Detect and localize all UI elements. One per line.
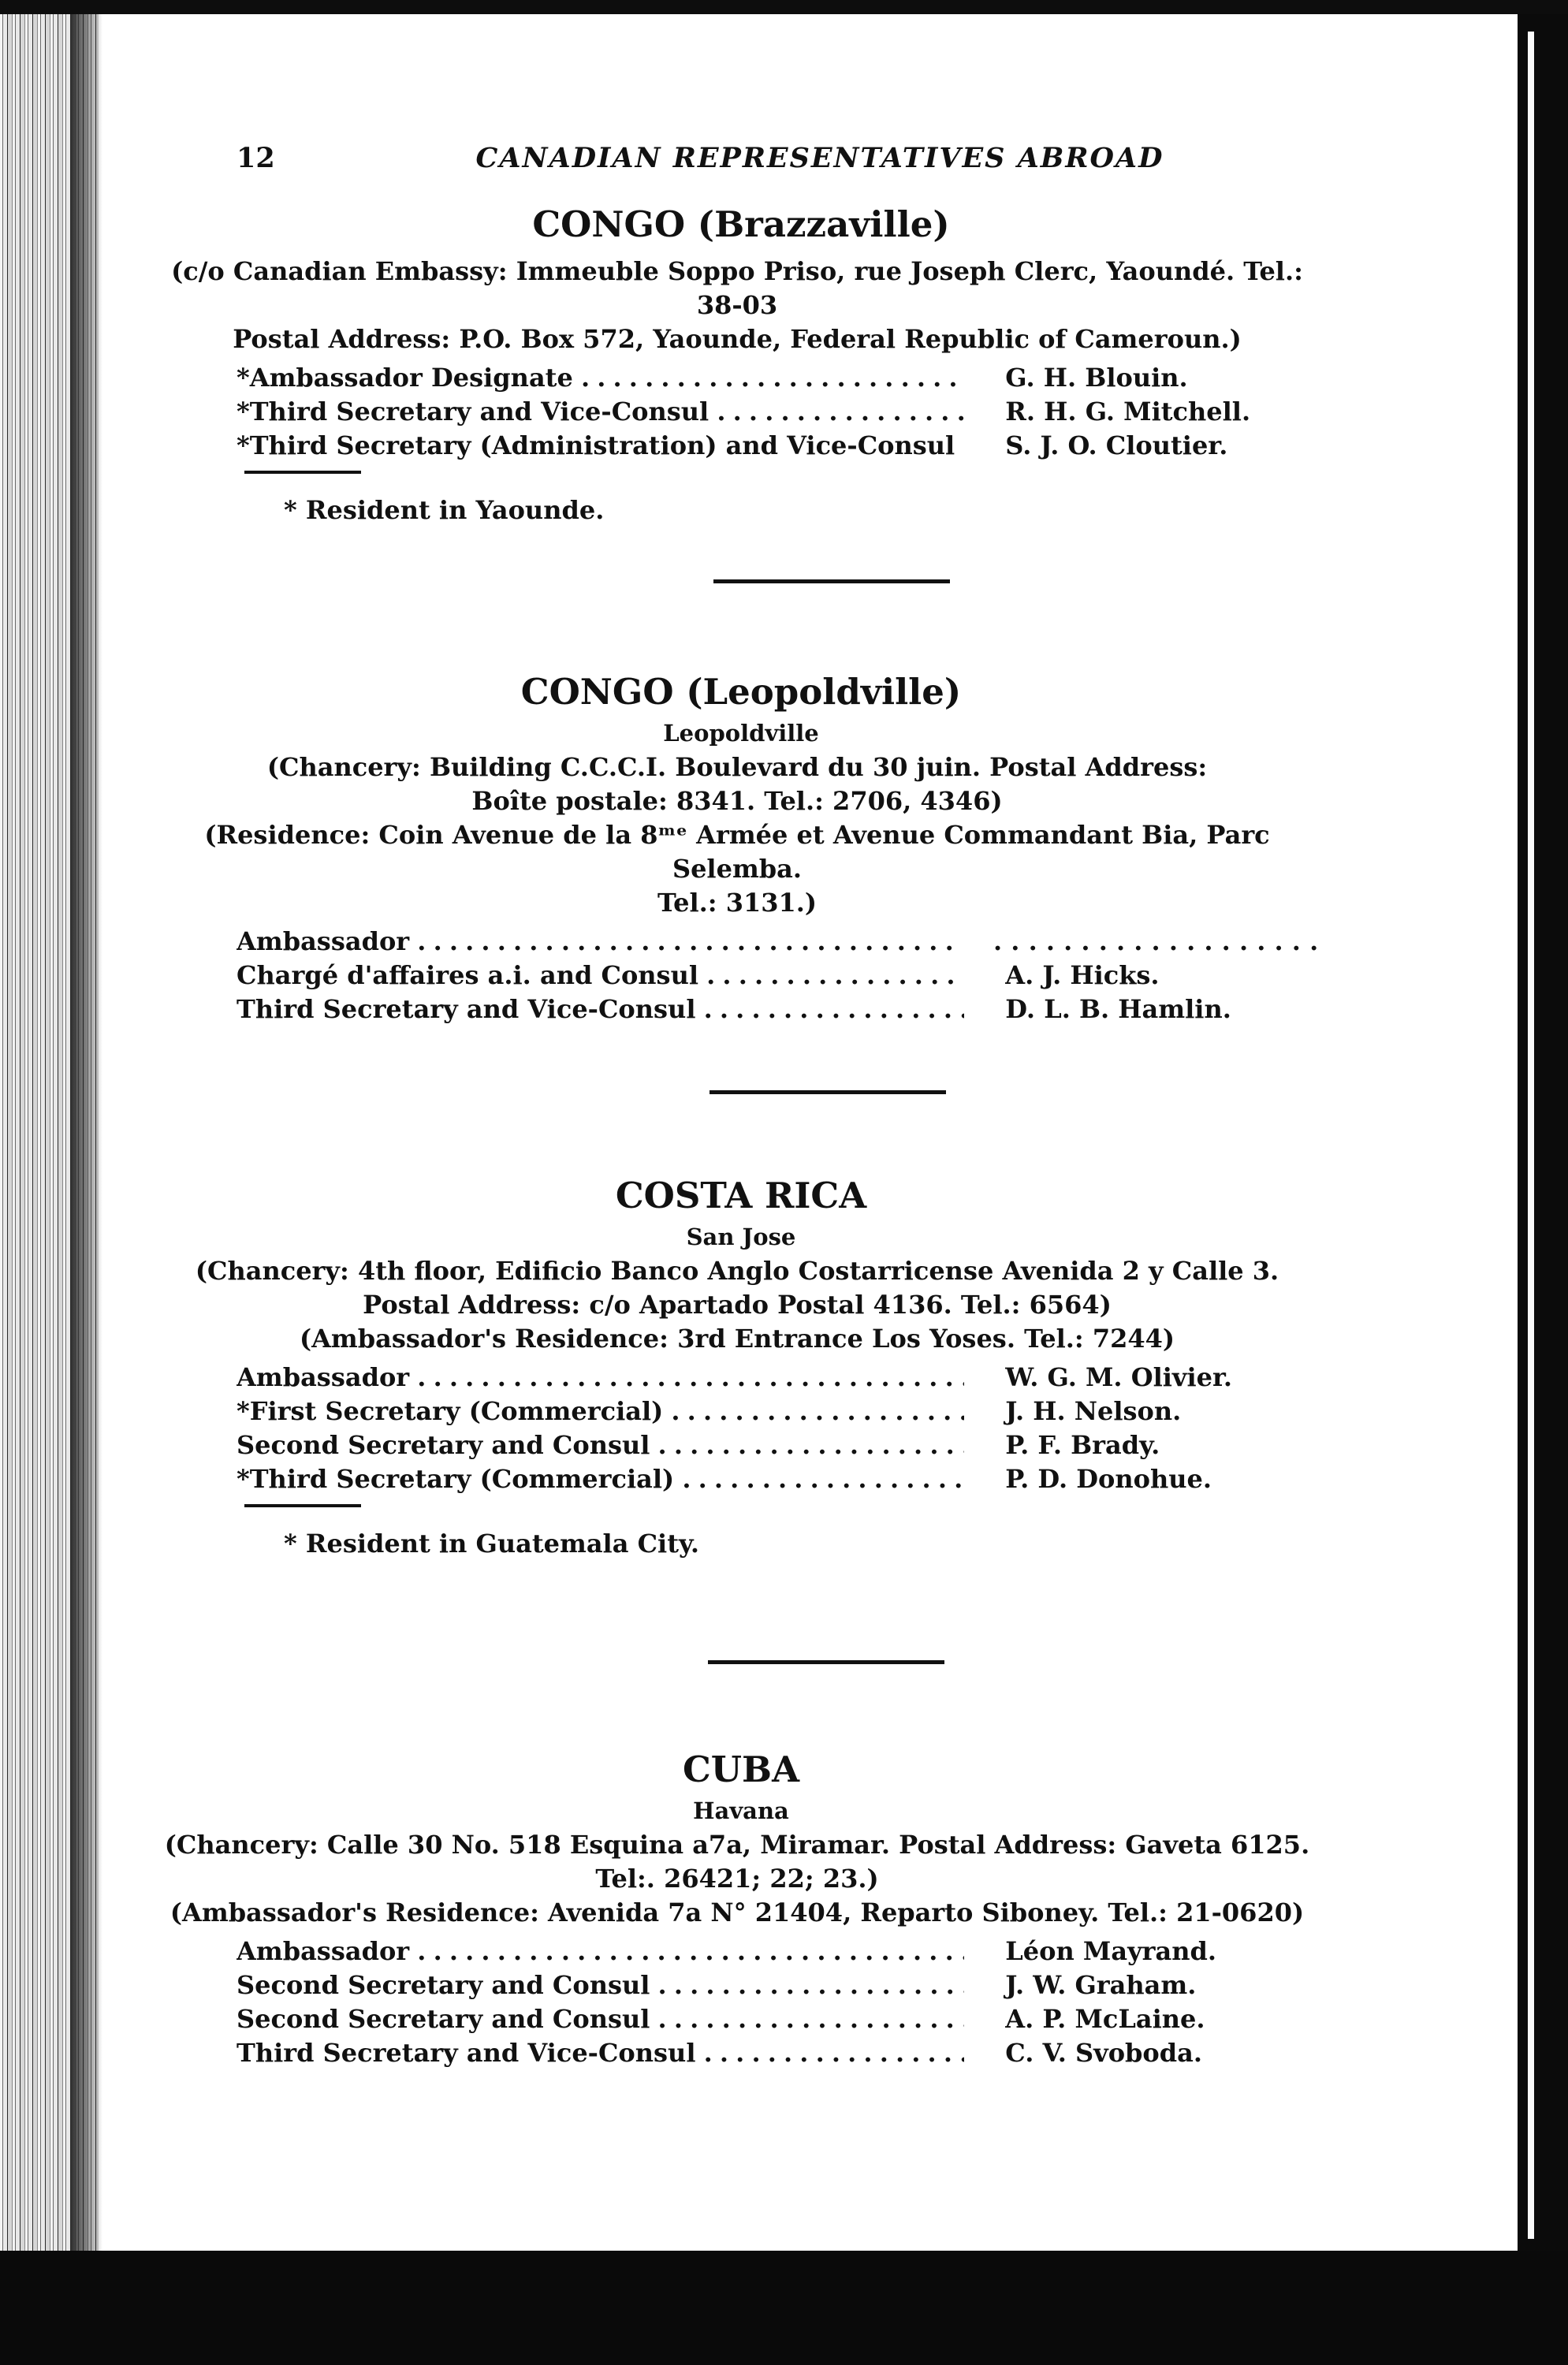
staff-list — [237, 1935, 1395, 2070]
section-congo-leopoldville — [204, 669, 1395, 1026]
staff-title: *Third Secretary (Commercial) — [237, 1464, 675, 1494]
staff-name: J. W. Graham. — [1005, 1970, 1197, 2000]
address-block — [158, 255, 1317, 356]
staff-row — [237, 395, 1309, 429]
section-divider — [710, 1090, 946, 1094]
staff-row — [237, 429, 1309, 463]
country-heading: CUBA — [682, 1749, 799, 1790]
staff-name: Léon Mayrand. — [1005, 1936, 1217, 1966]
staff-row — [237, 925, 1319, 959]
footnote: * Resident in Yaounde. — [284, 495, 605, 525]
staff-title: Second Secretary and Consul — [237, 1970, 650, 2000]
staff-row — [237, 2002, 1309, 2036]
section-divider — [713, 579, 950, 583]
footnote-rule — [244, 1504, 361, 1507]
staff-title: Third Secretary and Vice-Consul — [237, 2038, 696, 2068]
address-line: (Chancery: 4th floor, Edificio Banco Anglo Costarricense Avenida 2 y Calle 3. — [195, 1256, 1279, 1286]
address-block — [158, 1828, 1317, 1930]
staff-title: Third Secretary and Vice-Consul — [237, 994, 696, 1024]
address-line: Postal Address: c/o Apartado Postal 4136. Tel.: 6564) — [363, 1290, 1112, 1320]
country-heading: CONGO (Leopoldville) — [520, 671, 962, 713]
staff-title: *Ambassador Designate — [237, 363, 573, 393]
address-line: (Residence: Coin Avenue de la 8ᵐᵉ Armée et Avenue Commandant Bia, Parc Selemba. — [204, 820, 1270, 884]
staff-list — [237, 1361, 1395, 1496]
staff-title: Ambassador — [237, 1936, 410, 1966]
staff-name: G. H. Blouin. — [1005, 363, 1188, 393]
staff-title: Chargé d'affaires a.i. and Consul — [237, 960, 698, 990]
staff-name: R. H. G. Mitchell. — [1005, 397, 1251, 426]
staff-name: W. G. M. Olivier. — [1005, 1362, 1233, 1392]
staff-row — [237, 1968, 1309, 2002]
address-line: Postal Address: P.O. Box 572, Yaounde, Federal Republic of Cameroun.) — [233, 324, 1242, 354]
staff-name: A. J. Hicks. — [1005, 960, 1160, 990]
staff-title: Ambassador — [237, 1362, 410, 1392]
staff-list — [237, 361, 1395, 463]
city-heading: Leopoldville — [663, 720, 819, 747]
staff-name: J. H. Nelson. — [1005, 1396, 1182, 1426]
address-line: (Chancery: Building C.C.C.I. Boulevard du 30 juin. Postal Address: — [266, 752, 1208, 782]
address-line: (Ambassador's Residence: Avenida 7a N° 21404, Reparto Siboney. Tel.: 21-0620) — [169, 1898, 1305, 1927]
city-heading: San Jose — [686, 1223, 796, 1250]
address-line: (Ambassador's Residence: 3rd Entrance Los Yoses. Tel.: 7244) — [299, 1324, 1175, 1354]
staff-name: S. J. O. Cloutier. — [1005, 430, 1228, 460]
footnote: * Resident in Guatemala City. — [284, 1529, 700, 1559]
staff-row — [237, 2036, 1309, 2070]
staff-row — [237, 1462, 1309, 1496]
section-cuba — [164, 1746, 1395, 2070]
address-line: Tel:. 26421; 22; 23.) — [595, 1864, 879, 1894]
staff-row — [237, 959, 1309, 993]
section-divider — [708, 1660, 944, 1664]
staff-title: *Third Secretary (Administration) and Vice-Consul — [237, 430, 955, 460]
staff-name: C. V. Svoboda. — [1005, 2038, 1203, 2068]
running-head — [237, 142, 1324, 181]
address-line: (c/o Canadian Embassy: Immeuble Soppo Priso, rue Joseph Clerc, Yaoundé. Tel.: 38-03 — [171, 256, 1303, 320]
staff-row — [237, 361, 1309, 395]
address-block — [158, 750, 1317, 920]
section-congo-brazzaville — [171, 201, 1395, 527]
address-block — [158, 1254, 1317, 1356]
staff-title: Second Secretary and Consul — [237, 1430, 650, 1460]
staff-title: Ambassador — [237, 926, 410, 956]
staff-row — [237, 1395, 1309, 1428]
staff-name: P. F. Brady. — [1005, 1430, 1160, 1460]
address-line: Boîte postale: 8341. Tel.: 2706, 4346) — [471, 786, 1003, 816]
staff-name: D. L. B. Hamlin. — [1005, 994, 1231, 1024]
staff-title: *First Secretary (Commercial) — [237, 1396, 664, 1426]
country-heading: CONGO (Brazzaville) — [532, 203, 950, 245]
staff-list — [237, 925, 1395, 1026]
staff-title: Second Secretary and Consul — [237, 2004, 650, 2034]
staff-row — [237, 1428, 1309, 1462]
city-heading: Havana — [693, 1797, 789, 1824]
staff-row — [237, 1361, 1309, 1395]
running-title: CANADIAN REPRESENTATIVES ABROAD — [475, 142, 1164, 174]
section-costa-rica — [195, 1172, 1395, 1561]
staff-title: *Third Secretary and Vice-Consul — [237, 397, 710, 426]
country-heading: COSTA RICA — [615, 1175, 867, 1216]
staff-row — [237, 1935, 1309, 1968]
staff-row — [237, 993, 1309, 1026]
staff-name: . . . . . . . . . . . . . . . . . . . — [993, 926, 1319, 956]
address-line: Tel.: 3131.) — [657, 888, 818, 918]
staff-name: P. D. Donohue. — [1005, 1464, 1212, 1494]
address-line: (Chancery: Calle 30 No. 518 Esquina a7a, Miramar. Postal Address: Gaveta 6125. — [164, 1830, 1310, 1860]
staff-name: A. P. McLaine. — [1005, 2004, 1205, 2034]
footnote-rule — [244, 471, 361, 474]
page-number: 12 — [237, 142, 275, 174]
